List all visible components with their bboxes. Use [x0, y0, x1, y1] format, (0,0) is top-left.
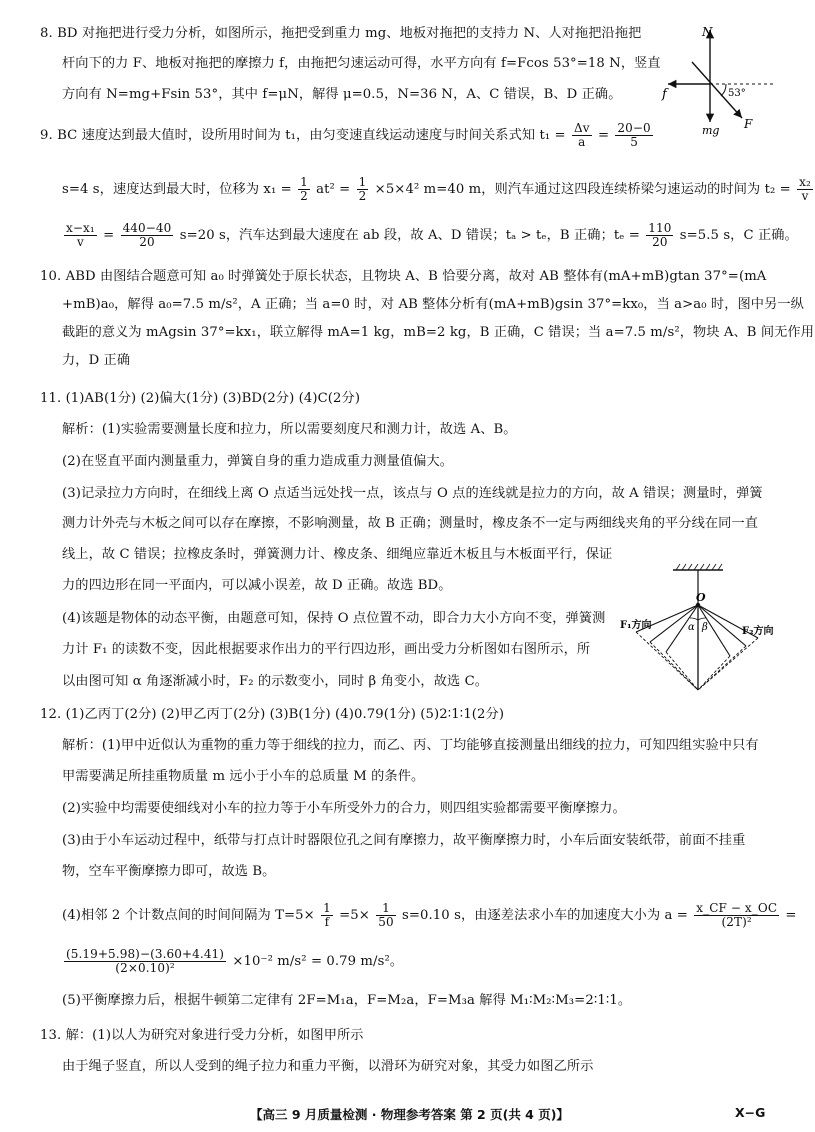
q11-line-8: (4)该题是物体的动态平衡，由题意可知，保持 O 点位置不动，即合力大小方向不变，弹簧测	[62, 611, 606, 626]
fraction: $\frac{\text{x₂}}{v}$	[799, 175, 811, 203]
q12-line-4: (2)实验中均需要使细线对小车的拉力等于小车所受外力的合力，则四组实验都需要平衡摩擦力。	[62, 801, 626, 816]
q11-line-3: (2)在竖直平面内测量重力，弹簧自身的重力造成重力测量值偏大。	[62, 454, 454, 469]
q12-line-5: (3)由于小车运动过程中，纸带与打点计时器限位孔之间有摩擦力，故平衡摩擦力时，小车后面安装纸带，前面不挂重	[62, 833, 746, 848]
label-O: O	[696, 591, 706, 604]
q8-line-1: 8. BD 对拖把进行受力分析，如图所示，拖把受到重力 mg、地板对拖把的支持力 N、人对拖把沿拖把	[40, 26, 642, 41]
fraction: $\frac{1}{2}$	[300, 175, 308, 203]
label-angle: 53°	[728, 88, 746, 99]
q12-line-6: 物，空车平衡摩擦力即可，故选 B。	[62, 864, 276, 879]
q12-line-9: (5)平衡摩擦力后，根据牛顿第二定律有 2F=M₁a，F=M₂a，F=M₃a 解得 M₁∶M₂∶M₃=2∶1∶1。	[62, 993, 632, 1008]
q8-line-3: 方向有 N=mg+Fsin 53°，其中 f=μN，解得 μ=0.5，N=36 N，A、C 错误，B、D 正确。	[62, 87, 622, 102]
fraction: $\frac{20-0}{5}$	[617, 121, 651, 149]
footer-code: X−G	[735, 1105, 766, 1120]
q11-line-2: 解析：(1)实验需要测量长度和拉力，所以需要刻度尺和测力计，故选 A、B。	[62, 422, 517, 437]
label-F1-direction: F₁方向	[620, 620, 652, 631]
q12-line-8: $\frac{(5.19+5.98)-(3.60+4.41)}{\text{(2×0.10)²}}$ ×10⁻² m/s² = 0.79 m/s²。	[66, 947, 404, 975]
parallelogram-force-diagram	[618, 560, 788, 700]
mop-force-diagram	[660, 22, 780, 137]
label-F2-direction: F₂方向	[742, 626, 774, 637]
q11-line-6: 线上，故 C 错误；拉橡皮条时，弹簧测力计、橡皮条、细绳应靠近木板且与木板面平行，保证	[62, 547, 613, 562]
q10-line-1: 10. ABD 由图结合题意可知 a₀ 时弹簧处于原长状态，且物块 A、B 恰要分离，故对 AB 整体有(mA+mB)gtan 37°=(mA	[40, 269, 767, 284]
q11-line-10: 以由图可知 α 角逐渐减小时，F₂ 的示数变小，同时 β 角变小，故选 C。	[62, 674, 489, 689]
q10-line-2: +mB)a₀，解得 a₀=7.5 m/s²，A 正确；当 a=0 时，对 AB 整体分析有(mA+mB)gsin 37°=kx₀，当 a>a₀ 时，图中另一纵	[62, 297, 804, 312]
q9-line-3: $\frac{\text{x−x₁}}{v}$ = $\frac{440-40}{20}$ s=20 s，汽车达到最大速度在 ab 段，故 A、D 错误；tₐ > tₑ，B 正确；tₑ = $\frac{110}{20}$ s=5.5 s，C 正确。	[66, 221, 798, 249]
q10-line-3: 截距的意义为 mAgsin 37°=kx₁，联立解得 mA=1 kg，mB=2 kg，B 正确，C 错误；当 a=7.5 m/s²，物块 A、B 间无作用	[62, 325, 814, 340]
fraction: $\frac{110}{20}$	[648, 221, 672, 249]
q12-line-3: 甲需要满足所挂重物质量 m 远小于小车的总质量 M 的条件。	[62, 769, 425, 784]
label-N: N	[702, 25, 713, 39]
fraction: $\frac{1}{f}$	[323, 901, 331, 929]
label-f: f	[662, 87, 667, 102]
fraction: $\frac{(5.19+5.98)-(3.60+4.41)}{\text{(2×0.10)²}}$	[66, 947, 225, 975]
q10-line-4: 力，D 正确	[62, 353, 131, 368]
q12-line-1: 12. (1)乙丙丁(2分) (2)甲乙丙丁(2分) (3)B(1分) (4)0.79(1分) (5)2∶1∶1(2分)	[40, 707, 505, 722]
fraction: $\frac{\Delta v}{a}$	[573, 121, 590, 149]
label-alpha: α	[688, 622, 695, 633]
fraction: $\frac{1}{2}$	[358, 175, 367, 203]
q11-line-7: 力的四边形在同一平面内，可以减小误差，故 D 正确。故选 BD。	[62, 578, 452, 593]
footer-title: 【高三 9 月质量检测 · 物理参考答案 第 2 页(共 4 页)】	[250, 1107, 569, 1122]
q11-line-9: 力计 F₁ 的读数不变，因此根据要求作出力的平行四边形，画出受力分析图如右图所示，所	[62, 642, 591, 657]
label-mg: mg	[702, 124, 720, 137]
label-beta: β	[702, 622, 708, 633]
fraction: $\frac{1}{50}$	[378, 901, 394, 929]
q9-line-2: s=4 s，速度达到最大时，位移为 x₁ = $\frac{1}{2}$ at² = $\frac{1}{2}$ ×5×4² m=40 m，则汽车通过这四段连续桥梁匀速运动的时间为 t₂ = $\frac{\text{x₂}}{v}$	[62, 175, 811, 203]
q8-line-2: 杆向下的力 F、地板对拖把的摩擦力 f，由拖把匀速运动可得，水平方向有 f=Fcos 53°=18 N，竖直	[62, 56, 661, 71]
q9-line-1: 9. BC 速度达到最大值时，设所用时间为 t₁，由匀变速直线运动速度与时间关系式知 t₁ = $\frac{\Delta v}{a}$ = $\frac{20-0}{5}$	[40, 121, 651, 149]
q11-line-1: 11. (1)AB(1分) (2)偏大(1分) (3)BD(2分) (4)C(2分)	[40, 391, 361, 406]
q12-line-2: 解析：(1)甲中近似认为重物的重力等于细线的拉力，而乙、丙、丁均能够直接测量出细线的拉力，可知四组实验中只有	[62, 738, 759, 753]
q11-line-4: (3)记录拉力方向时，在细线上离 O 点适当远处找一点，该点与 O 点的连线就是拉力的方向，故 A 错误；测量时，弹簧	[62, 486, 763, 501]
label-F: F	[744, 117, 753, 131]
fraction: $\frac{440-40}{20}$	[122, 221, 172, 249]
fraction: $\frac{x\_CF - x\_OC}{\text{(2T)²}}$	[696, 901, 778, 929]
fraction: $\frac{\text{x−x₁}}{v}$	[66, 221, 95, 249]
q13-line-2: 由于绳子竖直，所以人受到的绳子拉力和重力平衡，以滑环为研究对象，其受力如图乙所示	[62, 1059, 594, 1074]
q12-line-7: (4)相邻 2 个计数点间的时间间隔为 T=5× $\frac{1}{f}$ =5× $\frac{1}{50}$ s=0.10 s，由逐差法求小车的加速度大小为 a = $\frac{x\_CF - x\_OC}{\text{(2T)²}}$ =	[62, 901, 797, 929]
q13-line-1: 13. 解：(1)以人为研究对象进行受力分析，如图甲所示	[40, 1028, 364, 1043]
q11-line-5: 测力计外壳与木板之间可以存在摩擦，不影响测量，故 B 正确；测量时，橡皮条不一定与两细线夹角的平分线在同一直	[62, 516, 759, 531]
